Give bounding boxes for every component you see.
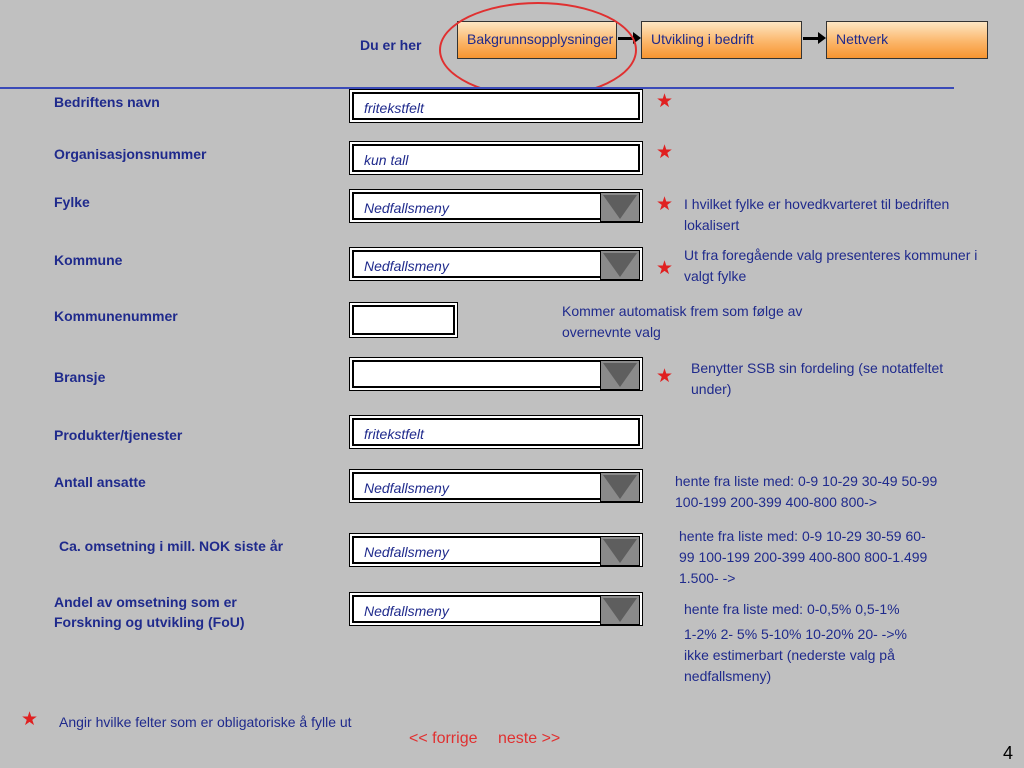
county-dropdown[interactable] — [349, 189, 643, 223]
company-name-label: Bedriftens navn — [54, 94, 160, 110]
products-input[interactable]: fritekstfelt — [352, 418, 640, 446]
you-are-here-label: Du er her — [360, 37, 422, 53]
municipality-label: Kommune — [54, 252, 123, 268]
required-star-icon: ★ — [656, 142, 674, 163]
industry-dropdown[interactable] — [349, 357, 643, 391]
org-number-input[interactable]: kun tall — [352, 144, 640, 172]
employees-note: hente fra liste med: 0-9 10-29 30-49 50-99 100-199 200-399 400-800 800-> — [675, 473, 938, 510]
municipality-number-label: Kommunenummer — [54, 308, 178, 324]
prev-link[interactable]: << forrige — [409, 730, 478, 747]
rd-share-note-continued: 1-2% 2- 5% 5-10% 10-20% 20- ->% ikke estimerbart (nederste valg på nedfallsmeny) — [684, 626, 907, 684]
industry-note: Benytter SSB sin fordeling (se notatfeltet under) — [691, 360, 944, 397]
employees-selected-value[interactable]: Nedfallsmeny — [352, 472, 640, 500]
required-star-icon: ★ — [656, 194, 674, 215]
county-label: Fylke — [54, 194, 90, 210]
dropdown-arrow-icon[interactable] — [600, 472, 640, 502]
municipality-selected-value[interactable]: Nedfallsmeny — [352, 250, 640, 278]
org-number-label: Organisasjonsnummer — [54, 146, 207, 162]
municipality-number-field[interactable] — [349, 302, 458, 338]
municipality-note: Ut fra foregående valg presenteres kommuner i valgt fylke — [684, 247, 978, 284]
municipality-dropdown[interactable] — [349, 247, 643, 281]
required-star-icon: ★ — [656, 366, 674, 387]
page-number: 4 — [1003, 743, 1014, 763]
turnover-selected-value[interactable]: Nedfallsmeny — [352, 536, 640, 564]
step-network[interactable]: Nettverk — [826, 21, 988, 59]
county-selected-value[interactable]: Nedfallsmeny — [352, 192, 640, 220]
dropdown-arrow-icon[interactable] — [600, 192, 640, 222]
required-star-icon: ★ — [656, 258, 674, 279]
municipality-number-input[interactable] — [352, 305, 455, 335]
employees-label: Antall ansatte — [54, 474, 146, 490]
rd-share-label: Andel av omsetning som er Forskning og utvikling (FoU) — [54, 594, 245, 630]
industry-selected-value[interactable] — [352, 360, 640, 388]
required-star-icon: ★ — [656, 91, 674, 112]
products-label: Produkter/tjenester — [54, 427, 183, 443]
dropdown-arrow-icon[interactable] — [600, 595, 640, 625]
rd-share-note: hente fra liste med: 0-0,5% 0,5-1% — [684, 601, 900, 617]
turnover-label: Ca. omsetning i mill. NOK siste år — [59, 538, 284, 554]
org-number-field[interactable] — [349, 141, 643, 175]
legend-star-icon: ★ — [21, 709, 39, 730]
municipality-number-note: Kommer automatisk frem som følge av overnevnte valg — [562, 303, 803, 340]
employees-dropdown[interactable] — [349, 469, 643, 503]
step-background-info[interactable]: Bakgrunnsopplysninger — [457, 21, 617, 59]
step-company-development[interactable]: Utvikling i bedrift — [641, 21, 802, 59]
rd-share-selected-value[interactable]: Nedfallsmeny — [352, 595, 640, 623]
rd-share-dropdown[interactable] — [349, 592, 643, 626]
next-link[interactable]: neste >> — [498, 730, 561, 747]
dropdown-arrow-icon[interactable] — [600, 250, 640, 280]
step-arrow-2 — [803, 37, 819, 40]
turnover-note: hente fra liste med: 0-9 10-29 30-59 60-99 100-199 200-399 400-800 800-1.499 1.500- -> — [679, 528, 928, 586]
county-note: I hvilket fylke er hovedkvarteret til bedriften lokalisert — [684, 196, 950, 233]
products-field[interactable] — [349, 415, 643, 449]
dropdown-arrow-icon[interactable] — [600, 536, 640, 566]
dropdown-arrow-icon[interactable] — [600, 360, 640, 390]
company-name-input[interactable]: fritekstfelt — [352, 92, 640, 120]
industry-label: Bransje — [54, 369, 106, 385]
company-name-field[interactable] — [349, 89, 643, 123]
legend-text: Angir hvilke felter som er obligatoriske å fylle ut — [59, 714, 352, 730]
current-step-highlight — [439, 2, 637, 98]
turnover-dropdown[interactable] — [349, 533, 643, 567]
